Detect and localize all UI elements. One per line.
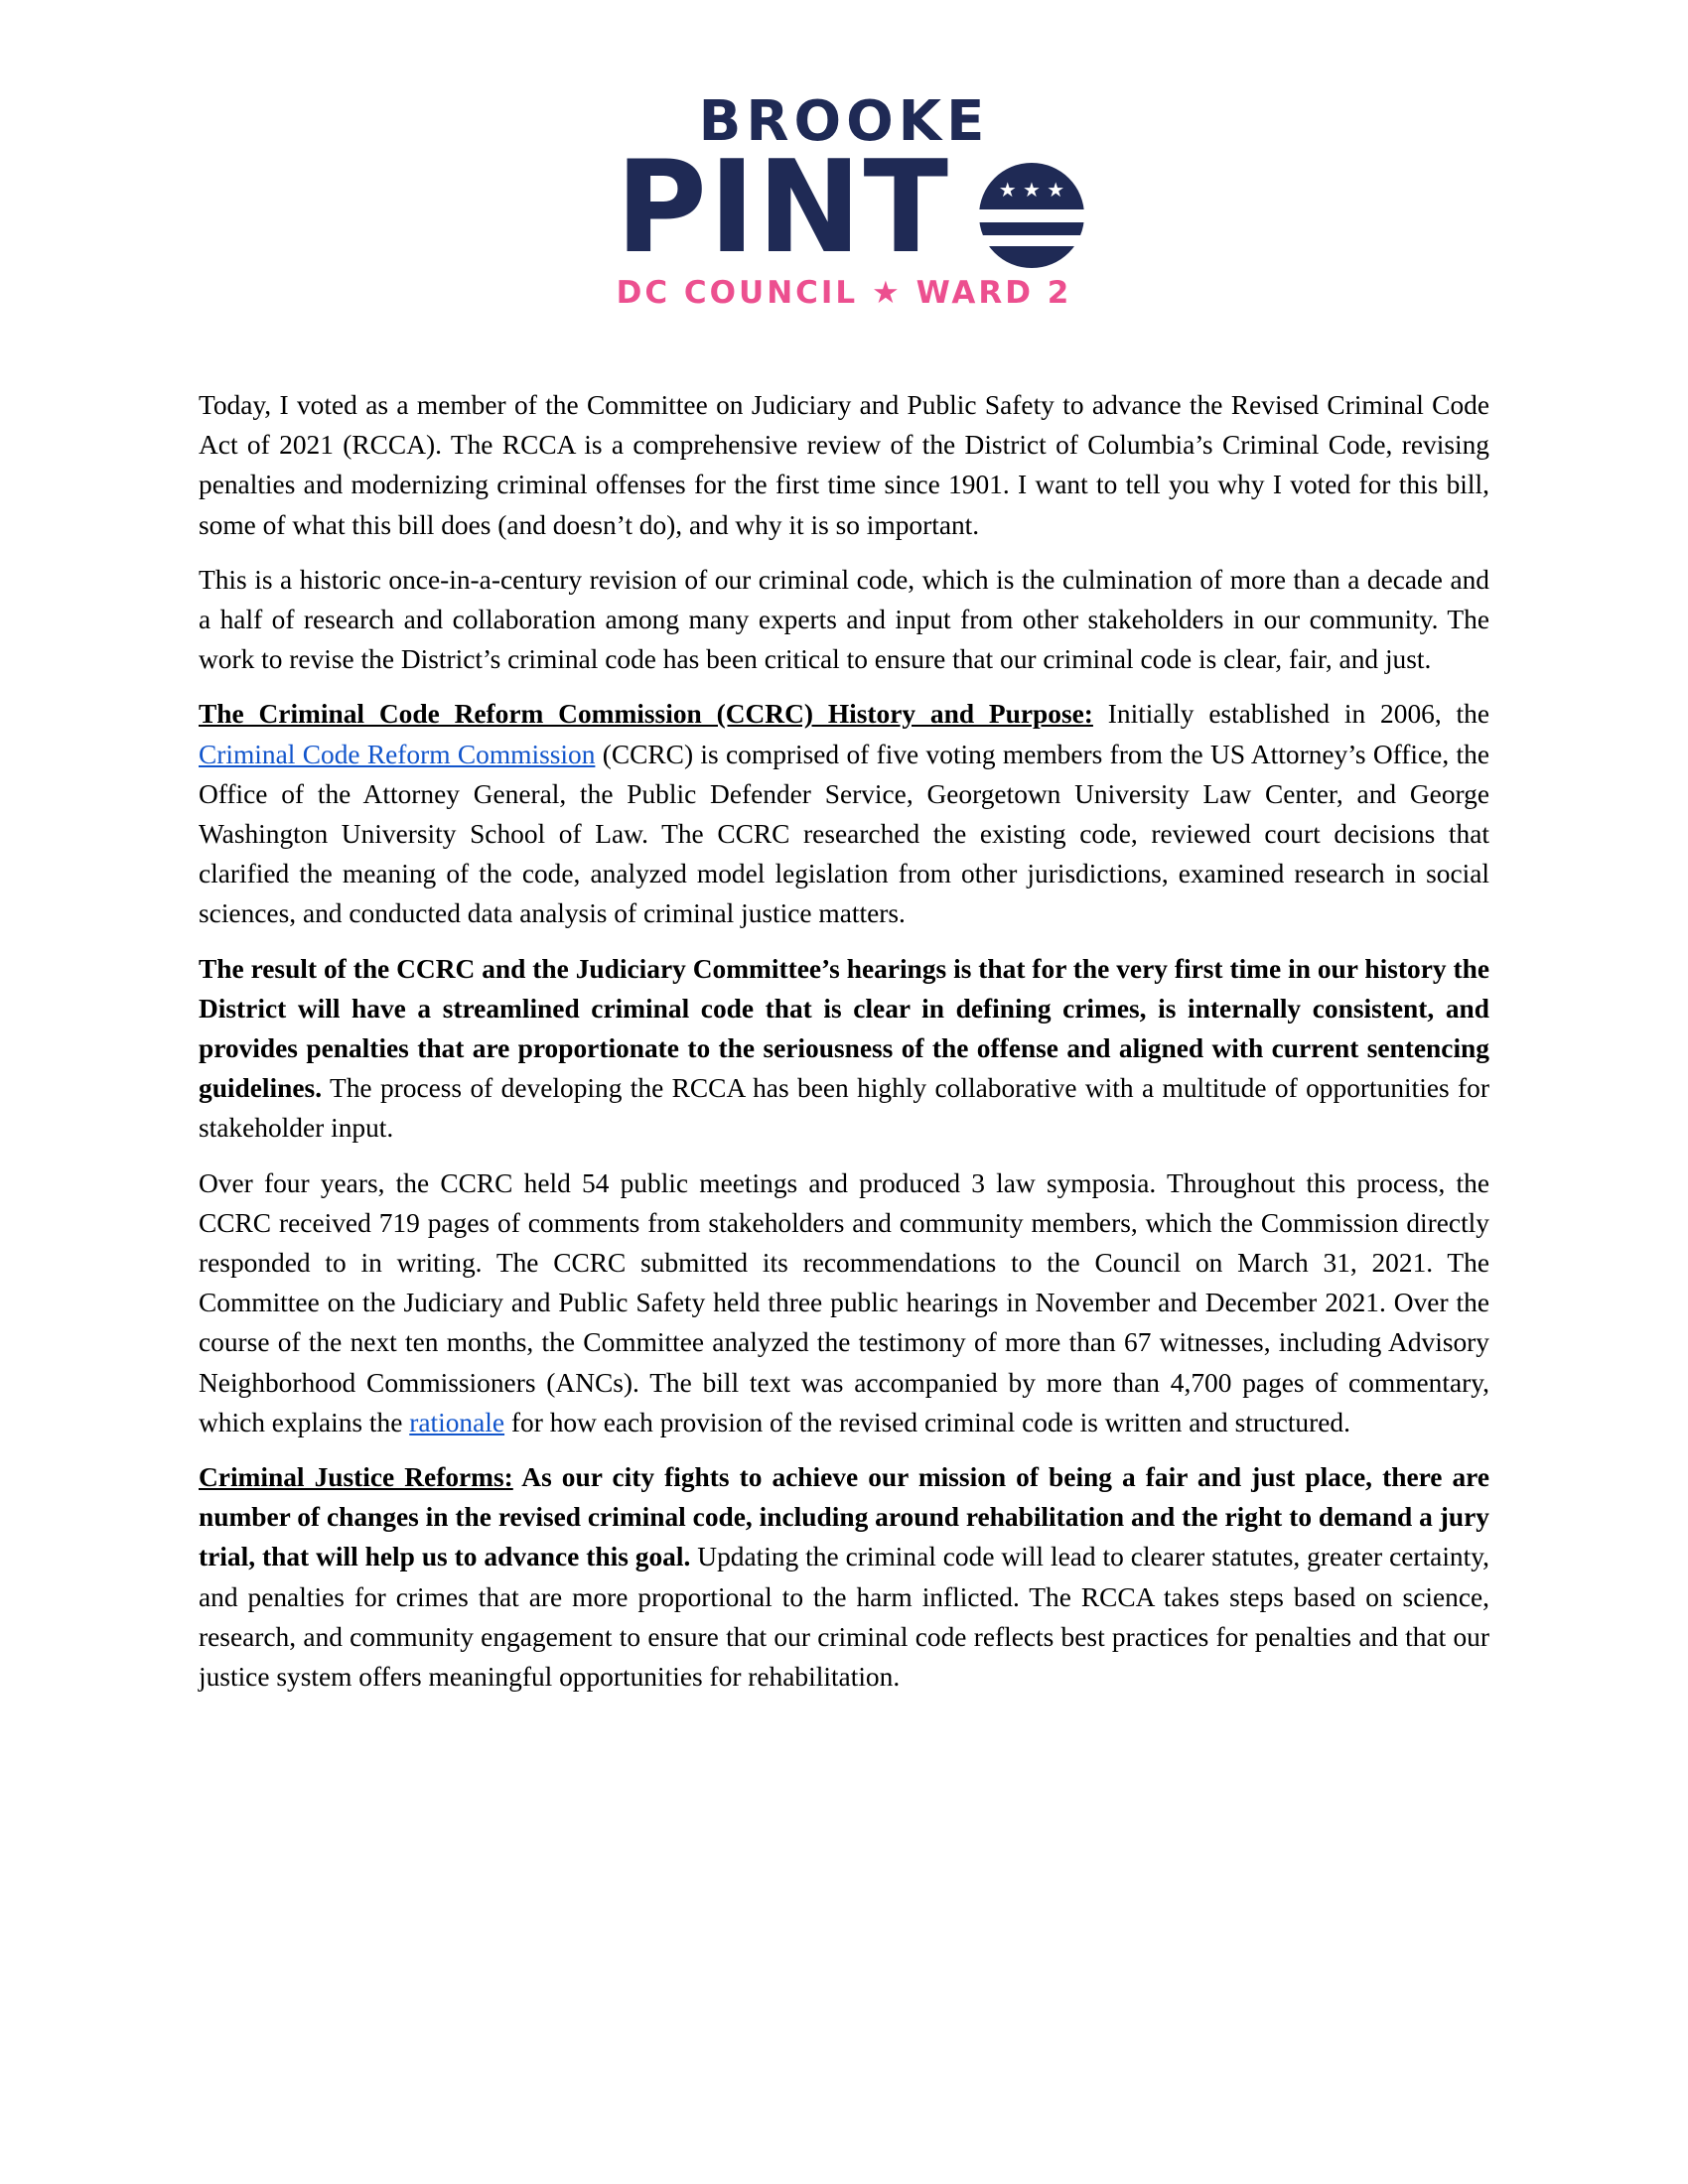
- text-segment: Updating the criminal code will lead to clearer statutes, greater certainty, and penalties for crimes that are more proportional to the harm inflicted. The RCCA takes steps based on science, research, and community engagement to ensure that our criminal code reflects best practices for penalties and that our justice system offers meaningful opportunities for rehabilitation.: [199, 1542, 1489, 1693]
- paragraph-ccrc-history: [199, 694, 1489, 933]
- section-heading-reforms: Criminal Justice Reforms:: [199, 1462, 513, 1493]
- paragraph-intro: Today, I voted as a member of the Committee on Judiciary and Public Safety to advance the Revised Criminal Code Act of 2021 (RCCA). The RCCA is a comprehensive review of the District of Columbia’s Criminal Code, revising penalties and modernizing criminal offenses for the first time since 1901. I want to tell you why I voted for this bill, some of what this bill does (and doesn’t do), and why it is so important.: [199, 390, 1489, 540]
- ccrc-link[interactable]: Criminal Code Reform Commission: [199, 739, 596, 769]
- section-heading-ccrc: The Criminal Code Reform Commission (CCRC) History and Purpose:: [199, 699, 1093, 730]
- statement-body: [199, 385, 1489, 1711]
- text-segment: for how each provision of the revised criminal code is written and structured.: [504, 1407, 1350, 1437]
- bold-statement: As our city fights to achieve our mission of being a fair and just place, there are number of changes in the revised criminal code, including around rehabilitation and the right to demand a jury trial, that will help us to advance this goal.: [199, 1462, 1489, 1572]
- logo-name-last: PINT: [616, 134, 950, 282]
- paragraph-result: [199, 949, 1489, 1149]
- logo-name-first: BROOKE: [698, 89, 990, 154]
- paragraph-historic-revision: This is a historic once-in-a-century revision of our criminal code, which is the culmination of more than a decade and a half of research and collaboration among many experts and input from other stakeholders in our community. The work to revise the District’s criminal code has been critical to ensure that our criminal code is clear, fair, and just.: [199, 564, 1489, 675]
- text-segment: The process of developing the RCCA has been highly collaborative with a multitude of opportunities for stakeholder input.: [199, 1073, 1489, 1144]
- text-segment: Initially established in 2006, the: [1092, 699, 1490, 730]
- dc-flag-o-icon: [977, 161, 1086, 270]
- logo-subtitle: DC COUNCIL ★ WARD 2: [616, 275, 1072, 311]
- paragraph-reforms: [199, 1457, 1489, 1697]
- bold-statement: The result of the CCRC and the Judiciary Committee’s hearings is that for the very first time in our history the District will have a streamlined criminal code that is clear in defining crimes, is internally consistent, and provides penalties that are proportionate to the seriousness of the offense and aligned with current sentencing guidelines.: [199, 953, 1489, 1104]
- svg-text:★ ★ ★: ★ ★ ★: [998, 178, 1065, 202]
- text-segment: Over four years, the CCRC held 54 public meetings and produced 3 law symposia. Throughout this process, the CCRC received 719 pages of comments from stakeholders and community members, which the Commission directly responded to in writing. The CCRC submitted its recommendations to the Council on March 31, 2021. The Committee on the Judiciary and Public Safety held three public hearings in November and December 2021. Over the course of the next ten months, the Committee analyzed the testimony of more than 67 witnesses, including Advisory Neighborhood Commissioners (ANCs). The bill text was accompanied by more than 4,700 pages of commentary, which explains the: [199, 1167, 1489, 1437]
- paragraph-process: [199, 1163, 1489, 1442]
- campaign-logo: [0, 0, 1688, 328]
- rationale-link[interactable]: rationale: [409, 1407, 505, 1437]
- text-segment: (CCRC) is comprised of five voting members from the US Attorney’s Office, the Office of the Attorney General, the Public Defender Service, Georgetown University Law Center, and George Washington University School of Law. The CCRC researched the existing code, reviewed court decisions that clarified the meaning of the code, analyzed model legislation from other jurisdictions, examined research in social sciences, and conducted data analysis of criminal justice matters.: [199, 739, 1489, 929]
